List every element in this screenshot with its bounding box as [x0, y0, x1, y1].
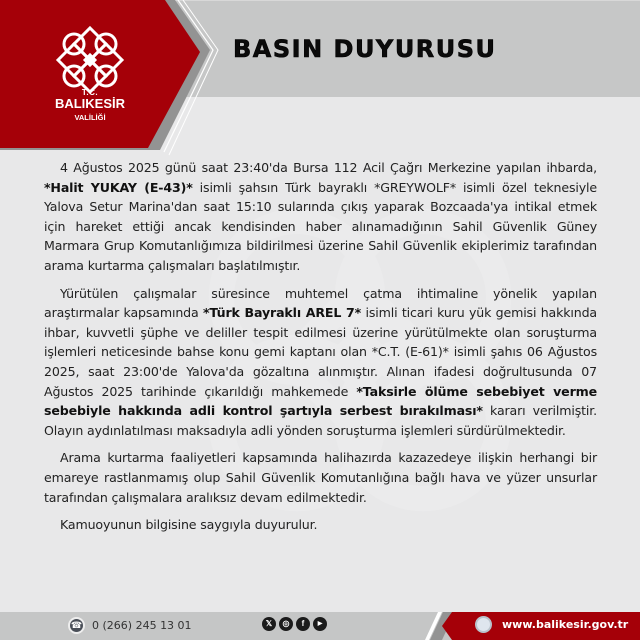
website-link[interactable]: www.balikesir.gov.tr	[502, 618, 629, 631]
text-segment: isimli şahsın Türk bayraklı *GREYWOLF* isimli özel teknesiyle Yalova Setur Marina'dan saat 15:10 sularında çıkış yaparak Bozcaada'ya intikal etmek için hareket ettiği ancak kendisinden haber alınamadığının Sahil Güvenlik Güney Marmara Grup Komutanlığımıza bildirilmesi üzerine Sahil Güvenlik ekiplerimiz tarafından arama kurtarma çalışmaları başlatılmıştır.	[44, 179, 597, 273]
logo-tc-text: T.C.	[81, 88, 99, 97]
paragraph-4	[44, 515, 597, 535]
facebook-icon[interactable]: f	[296, 617, 310, 631]
bold-segment: *Halit YUKAY (E-43)*	[44, 179, 193, 195]
globe-icon	[475, 616, 492, 633]
text-segment: kararı verilmiştir. Olayın aydınlatılması maksadıyla adli yönden soruşturma işlemleri sürdürülmektedir.	[44, 403, 597, 438]
text-segment: Kamuoyunun bilgisine saygıyla duyurulur.	[60, 517, 318, 533]
text-segment: Yürütülen çalışmalar süresince muhtemel çatma ihtimaline yönelik yapılan araştırmalar kapsamında	[44, 285, 597, 321]
text-segment: Arama kurtarma faaliyetleri kapsamında halihazırda kazazedeye ilişkin herhangi bir emareye rastlanmamış olup Sahil Güvenlik Komutanlığına bağlı hava ve yüzer unsurlar tarafından çalışmalara aralıksız devam edilmektedir.	[44, 450, 597, 505]
page-title: BASIN DUYURUSU	[233, 35, 497, 63]
logo-name-text: BALIKESİR	[54, 96, 126, 111]
header-chevron	[0, 0, 260, 160]
bold-segment: *Taksirle ölüme sebebiyet verme sebebiyle hakkında adli kontrol şartıyla serbest bırakılması*	[44, 383, 597, 419]
instagram-icon[interactable]: ◎	[279, 617, 293, 631]
logo-sub-text: VALİLİĞİ	[74, 113, 106, 122]
paragraph-3	[44, 448, 597, 507]
social-links	[262, 617, 327, 631]
phone-number[interactable]: 0 (266) 245 13 01	[92, 619, 192, 632]
paragraph-2	[44, 284, 597, 441]
text-segment: isimli ticari kuru yük gemisi hakkında ihbar, kuvvetli şüphe ve deliller tespit edilmesi üzerine yürütülmekte olan soruşturma işlemleri neticesinde bahse konu gemi kaptanı olan *C.T. (E-61)* isimli şahıs 06 Ağustos 2025, saat 23:00'de Yalova'da gözaltına alınmıştır. Alınan ifadesi doğrultusunda 07 Ağustos 2025 tarihinde çıkarıldığı mahkemede	[44, 305, 597, 399]
text-segment: 4 Ağustos 2025 günü saat 23:40'da Bursa 112 Acil Çağrı Merkezine yapılan ihbarda,	[60, 160, 597, 175]
youtube-icon[interactable]: ▶	[313, 617, 327, 631]
bold-segment: *Türk Bayraklı AREL 7*	[202, 305, 362, 321]
announcement-body	[44, 158, 597, 543]
paragraph-1	[44, 158, 597, 276]
x-icon[interactable]: 𝕏	[262, 617, 276, 631]
phone-icon: ☎	[68, 617, 85, 634]
